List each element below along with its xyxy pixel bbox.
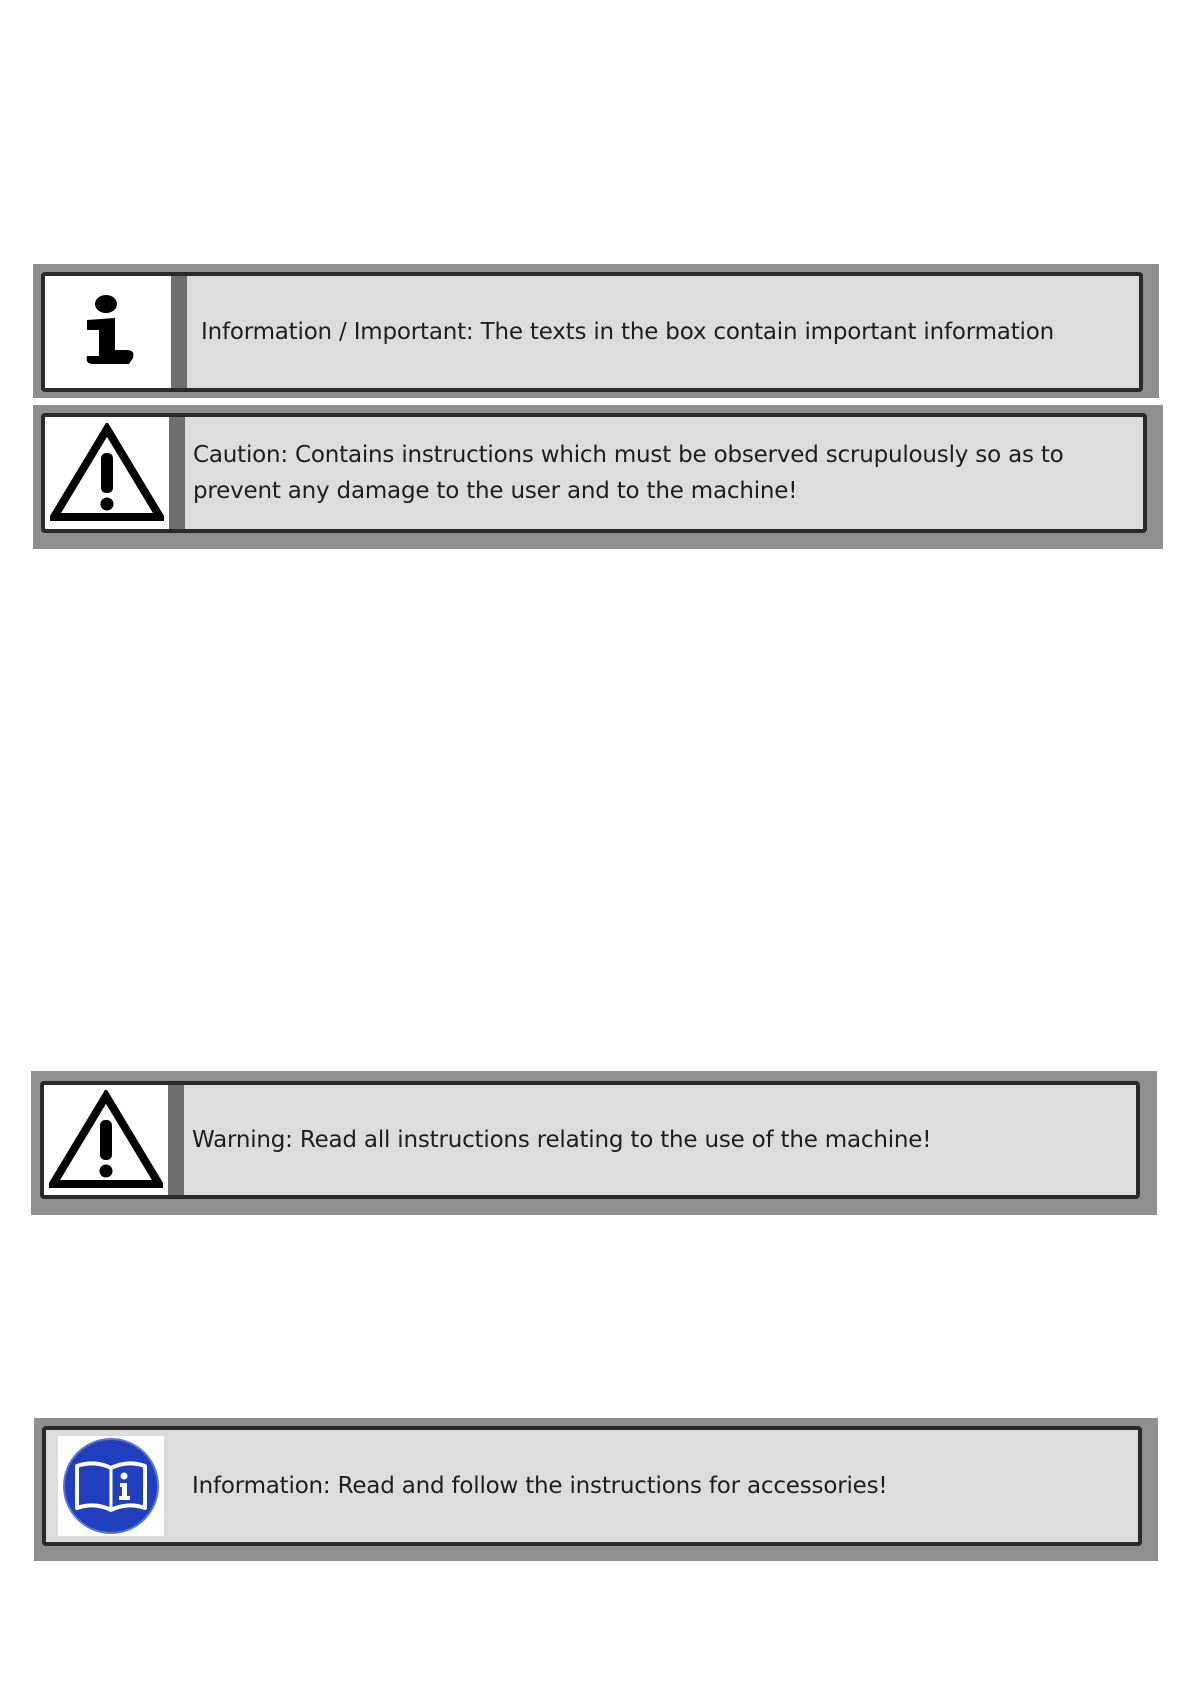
warning-notice-box [40, 1081, 1140, 1199]
accessories-notice-box [42, 1426, 1142, 1546]
accessories-notice-text: Information: Read and follow the instructions for accessories! [192, 1473, 888, 1499]
info-notice-box [41, 272, 1143, 392]
info-i-icon [73, 294, 143, 370]
caution-notice-line-2: prevent any damage to the user and to the machine! [193, 478, 798, 504]
book-info-icon-frame [58, 1436, 164, 1536]
info-notice-text-area [201, 276, 1127, 388]
accessories-icon-cell [46, 1430, 176, 1542]
caution-notice-box [41, 413, 1147, 533]
info-notice-strip [171, 276, 187, 388]
warning-notice-strip [168, 1085, 184, 1195]
caution-notice-line-1: Caution: Contains instructions which must be observed scrupulously so as to [193, 442, 1064, 468]
caution-icon-cell [45, 417, 173, 529]
warning-triangle-icon [49, 1090, 163, 1190]
caution-notice-strip [169, 417, 185, 529]
warning-notice-text: Warning: Read all instructions relating to the use of the machine! [192, 1127, 932, 1153]
info-notice-text: Information / Important: The texts in the box contain important information [201, 319, 1054, 345]
info-icon-cell [45, 276, 175, 388]
caution-notice-text-area [193, 417, 1131, 529]
warning-notice-text-area [192, 1085, 1124, 1195]
warning-icon-cell [44, 1085, 172, 1195]
warning-triangle-icon [50, 423, 164, 523]
book-info-icon [61, 1436, 161, 1536]
accessories-notice-text-area [192, 1430, 1126, 1542]
